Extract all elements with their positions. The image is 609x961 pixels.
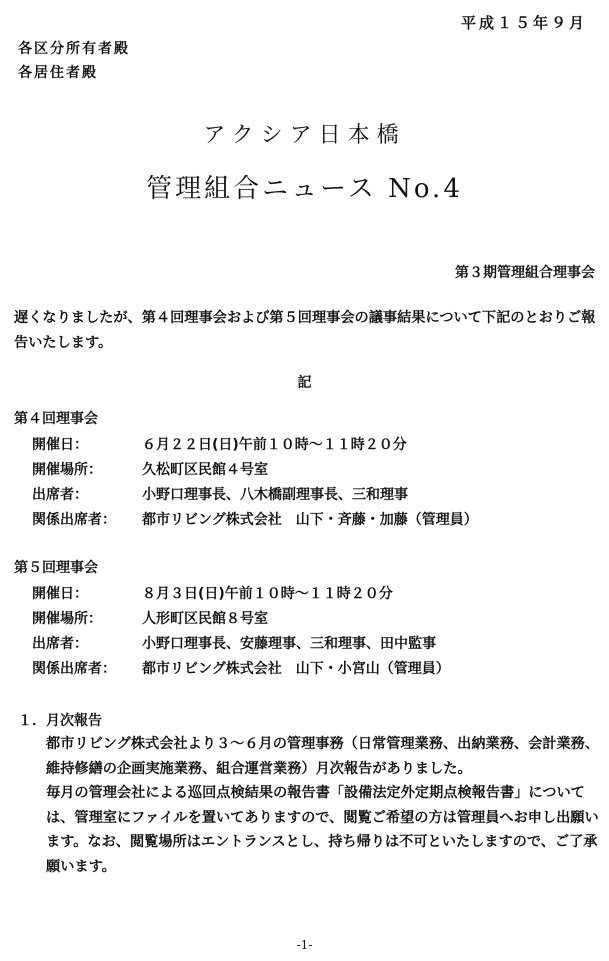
meeting-5-title: 第５回理事会 (14, 560, 98, 576)
meeting-4-date-label: 開催日： (32, 437, 88, 453)
monthly-report-heading: １．月次報告 (18, 713, 102, 729)
monthly-report-paragraph-2: 毎月の管理会社による巡回点検結果の報告書「設備法定外定期点検報告書」については、管理室にファイルを置いてありますので、閲覧ご希望の方は管理員へお申し出願います。なお、閲覧場所はエントランスとし、持ち帰りは不可といたしますので、ご了承願います。 (46, 785, 599, 875)
meeting-4-date-value: ６月２２日(日)午前１０時～１１時２０分 (142, 437, 407, 453)
newsletter-title: 管理組合ニュース No.4 (146, 174, 463, 204)
meeting-5-attendees-label: 出席者： (32, 636, 88, 652)
meeting-5-related-label: 関係出席者： (32, 661, 116, 677)
meeting-4-related-value: 都市リビング株式会社 山下・斉藤・加藤（管理員） (142, 512, 478, 528)
meeting-4-venue-label: 開催場所： (32, 462, 102, 478)
meeting-5-related-value: 都市リビング株式会社 山下・小宮山（管理員） (142, 661, 450, 677)
building-title: アクシア日本橋 (203, 123, 406, 148)
ki-marker: 記 (297, 375, 312, 391)
addressee-residents: 各居住者殿 (18, 65, 98, 81)
monthly-report-body (46, 732, 602, 879)
meeting-5-venue-value: 人形町区民館８号室 (142, 611, 268, 627)
meeting-4-related-label: 関係出席者： (32, 512, 116, 528)
meeting-4-attendees-label: 出席者： (32, 487, 88, 503)
meeting-4-attendees-value: 小野口理事長、八木橋副理事長、三和理事 (142, 487, 408, 503)
monthly-report-paragraph-1: 都市リビング株式会社より３～６月の管理事務（日常管理業務、出納業務、会計業務、維持修繕の企画実施業務、組合運営業務）月次報告がありました。 (46, 736, 600, 777)
meeting-5-venue-label: 開催場所： (32, 611, 102, 627)
issue-date: 平成１５年９月 (460, 14, 587, 32)
page-number: -1- (296, 938, 313, 952)
intro-paragraph: 遅くなりましたが、第４回理事会および第５回理事会の議事結果について下記のとおりご報告いたします。 (14, 310, 596, 351)
addressee-owners: 各区分所有者殿 (18, 41, 130, 57)
issuer: 第３期管理組合理事会 (455, 265, 595, 281)
meeting-5-date-value: ８月３日(日)午前１０時～１１時２０分 (142, 586, 393, 602)
meeting-4-venue-value: 久松町区民館４号室 (142, 462, 268, 478)
meeting-5-date-label: 開催日： (32, 586, 88, 602)
meeting-4-title: 第４回理事会 (14, 411, 98, 427)
meeting-5-attendees-value: 小野口理事長、安藤理事、三和理事、田中監事 (142, 636, 436, 652)
